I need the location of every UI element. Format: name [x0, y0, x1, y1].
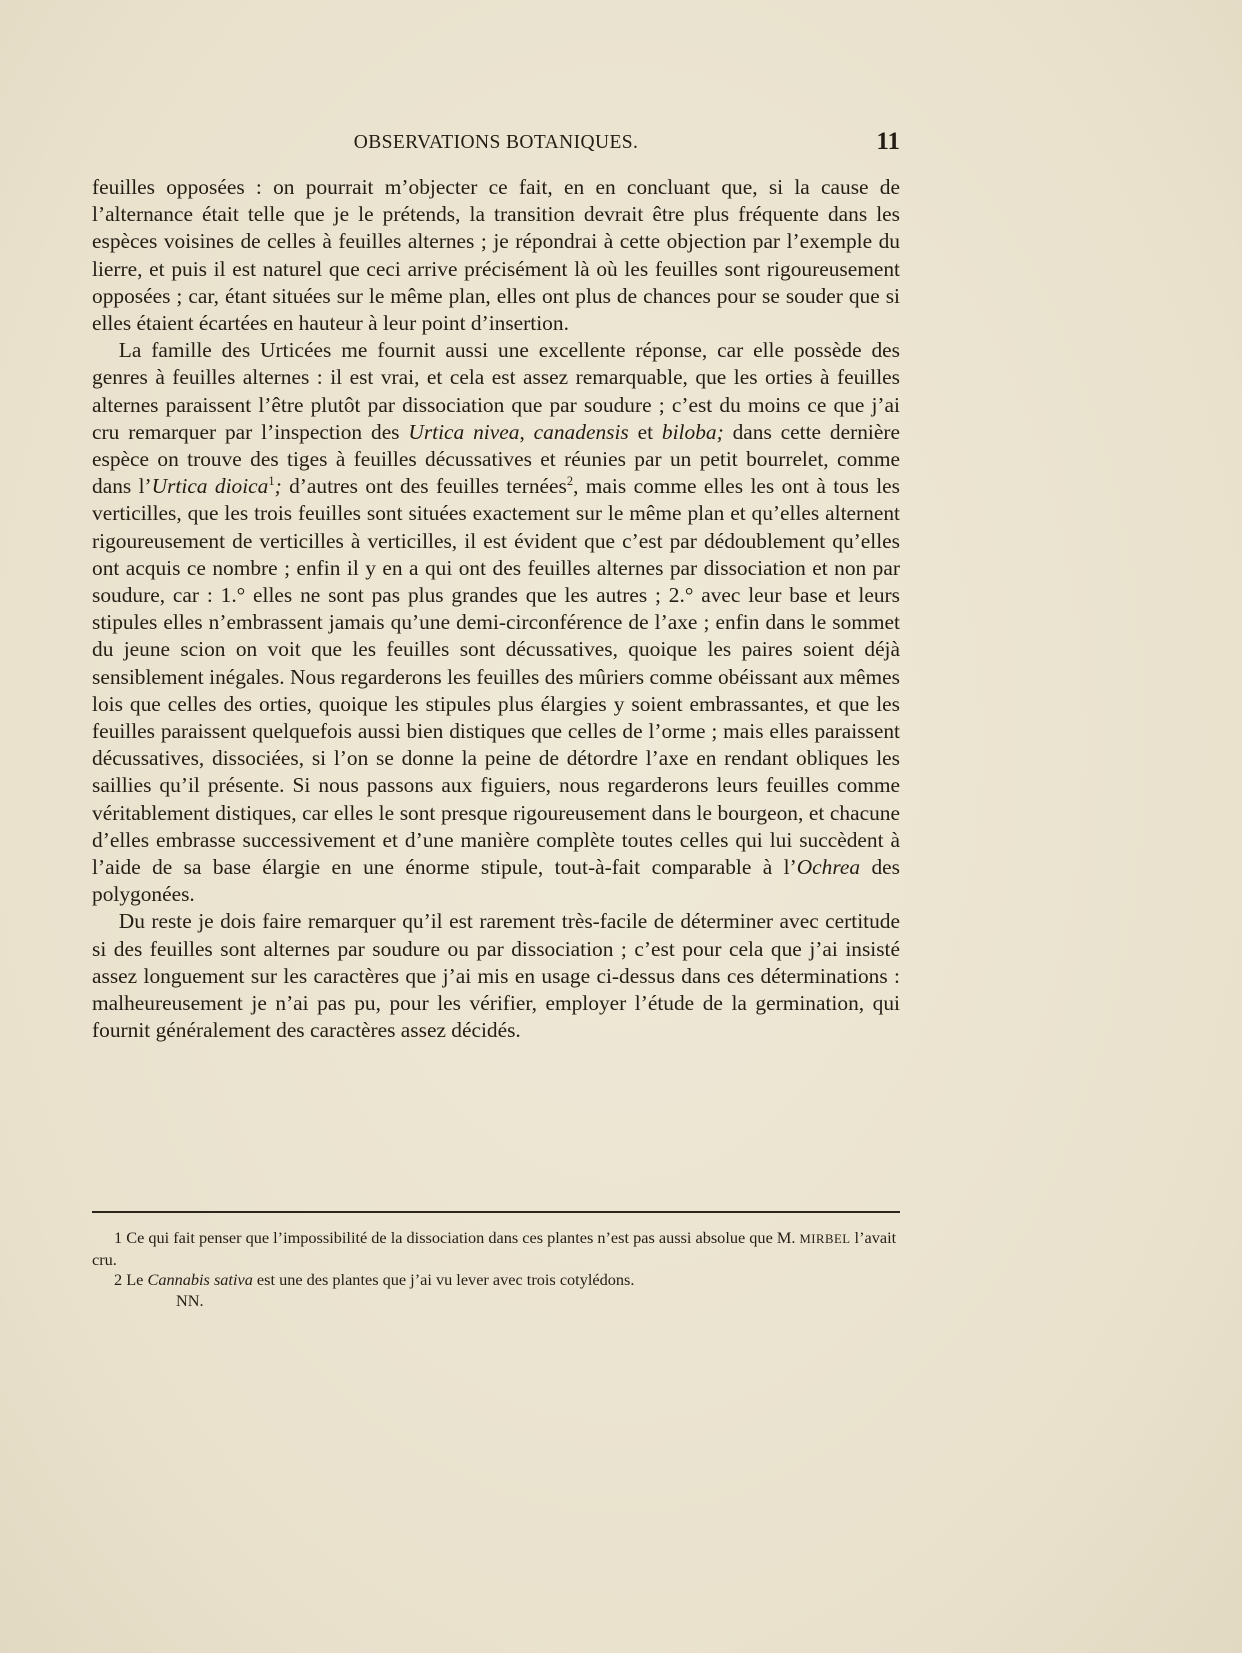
taxon-urtica-dioica: Urtica dioica [151, 474, 269, 499]
paragraph-1: feuilles opposées : on pourrait m’objecter ce fait, en en concluant que, si la cause de l’alternance était telle que je le prétends, la transition devrait être plus fréquente dans les espèces voisines de celles à feuilles alternes ; je répondrai à cette objection par l’exemple du lierre, et puis il est naturel que ceci arrive précisément là où les feuilles sont rigoureusement opposées ; car, étant situées sur le même plan, elles ont plus de chances pour se souder que si elles étaient écartées en hauteur à leur point d’insertion. [92, 175, 900, 336]
paragraph-3: Du reste je dois faire remarquer qu’il est rarement très-facile de déterminer avec certitude si des feuilles sont alternes par soudure ou par dissociation ; c’est pour cela que j’ai insisté assez longuement sur les caractères que j’ai mis en usage ci-dessus dans ces déterminations : malheureusement je n’ai pas pu, pour les vérifier, employer l’étude de la germination, qui fournit généralement des caractères assez décidés. [92, 909, 900, 1043]
taxon-cannabis-sativa: Cannabis sativa [147, 1270, 253, 1290]
page-number: 11 [876, 128, 900, 155]
footnote-1-end: l’avait cru. [92, 1228, 897, 1269]
paragraph-2 [92, 337, 900, 908]
signature-mark: NN. [176, 1290, 204, 1310]
running-head: OBSERVATIONS BOTANIQUES. [353, 132, 639, 153]
taxon-canadensis: canadensis [533, 419, 629, 444]
footnote-2-end: est une des plantes que j’ai vu lever avec trois cotylédons. [252, 1270, 635, 1290]
footnote-2 [92, 1270, 900, 1291]
taxon-biloba: biloba; [661, 419, 724, 444]
footnote-1-author: MIRBEL [799, 1232, 851, 1246]
footnote-1 [92, 1228, 900, 1270]
footnote-rule [92, 1211, 900, 1213]
paragraph-2-text-6: , mais comme elles les ont à tous les verticilles, que les trois feuilles sont situées exactement sur le même plan et qu’elles alternent rigoureusement de verticilles à verticilles, il est évident que c’est par dédoublement qu’elles ont acquis ce nombre ; enfin il y en a qui ont des feuilles alternes par dissociation et non par soudure, car : 1.° elles ne sont pas plus grandes que les autres ; 2.° avec leur base et leurs stipules elles n’embrassent jamais qu’une demi-circonférence de l’axe ; enfin dans le sommet du jeune scion on voit que les feuilles sont décussatives, quoique les paires soient déjà sensiblement inégales. Nous regarderons les feuilles des mûriers comme obéissant aux mêmes lois que celles des orties, quoique les stipules plus élargies y soient embrassantes, et que les feuilles paraissent quelquefois aussi bien distiques que celles de l’orme ; mais elles paraissent décussatives, dissociées, si l’on se donne la peine de détordre l’axe en rendant obliques les saillies qu’il présente. Si nous passons aux figuiers, nous regarderons leurs feuilles comme véritablement distiques, car elles le sont presque rigoureusement dans le bourgeon, et chacune d’elles embrasse successivement et d’une manière complète toutes celles qui lui succèdent à l’aide de sa base élargie en une énorme stipule, tout-à-fait comparable à l’ [92, 474, 901, 880]
body-text [92, 174, 900, 1045]
paragraph-2-semicolon: ; [274, 474, 282, 499]
term-ochrea: Ochrea [796, 855, 861, 880]
footnote-ref-1: 1 [268, 474, 275, 489]
paragraph-2-text-7: des polygonées. [92, 855, 900, 907]
paragraph-2-text-2: , [519, 419, 534, 444]
taxon-urtica-nivea: Urtica nivea [408, 419, 520, 444]
footnotes [92, 1228, 900, 1311]
paragraph-2-text-1: La famille des Urticées me fournit aussi une excellente réponse, car elle possède des genres à feuilles alternes : il est vrai, et cela est assez remarquable, que les orties à feuilles alternes paraissent l’être plutôt par dissociation que par soudure ; c’est du moins ce que j’ai cru remarquer par l’inspection des [92, 338, 900, 444]
footnote-2-text: Le [122, 1270, 148, 1290]
paragraph-2-text-4: dans cette dernière espèce on trouve des tiges à feuilles décussatives et réunies par un petit bourrelet, comme dans l’ [92, 419, 900, 499]
page-header [92, 128, 900, 162]
footnote-ref-2: 2 [566, 474, 574, 489]
paragraph-2-text-5: d’autres ont des feuilles ternées [281, 474, 567, 499]
footnote-2-number: 2 [114, 1270, 123, 1290]
paragraph-2-text-3: et [628, 419, 662, 444]
footnote-1-number: 1 [114, 1228, 123, 1247]
footnote-1-text: Ce qui fait penser que l’impossibilité de la dissociation dans ces plantes n’est pas aussi absolue que M. [122, 1228, 800, 1247]
